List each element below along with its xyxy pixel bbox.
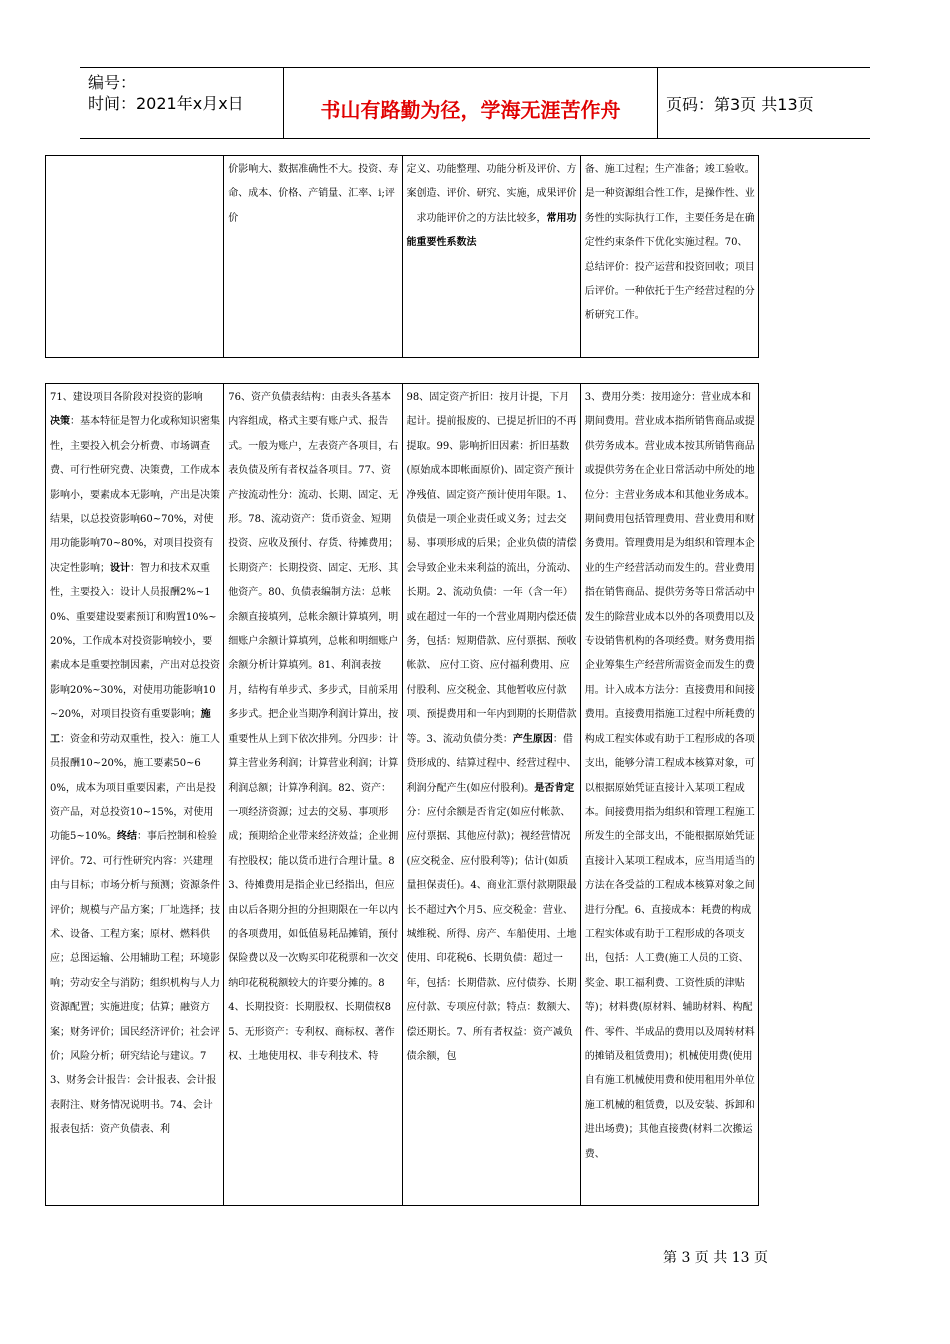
main-cell-1-h: 终结 [116, 831, 137, 843]
page-footer: 第 3 页 共 13 页 [663, 1250, 768, 1266]
main-cell-1-b: 决策 [50, 416, 70, 428]
top-cell-3 [402, 156, 580, 358]
main-cell-3-g: 个月5、应交税金：营业、城维税、所得、房产、车船使用、土地使用、印花税6、长期负债：超过一年，包括：长期借款、应付债券、长期应付款、专项应付款；特点：数额大、偿还期长。7、所有者权益：资产减负债余额，包 [406, 904, 577, 1062]
main-cell-1-i: ：事后控制和检验评价。72、可行性研究内容：兴建理由与目标；市场分析与预测；资源条件评价；规模与产品方案；厂址选择；技术、设备、工程方案；原材、燃料供应；总图运输、公用辅助工程；环境影响；劳动安全与消防；组织机构与人力资源配置；实施进度；估算；融资方案；财务评价；国民经济评价；社会评价；风险分析；研究结论与建议。73、财务会计报告：会计报表、会计报表附注、财务情况说明书。74、会计报表包括：资产负债表、利 [50, 831, 220, 1136]
page-header [80, 67, 870, 139]
main-cell-3-a: 98、固定资产折旧：按月计提，下月起计。提前报废的、已提足折旧的不再提取。99、影响折旧因素：折旧基数(原始成本即帐面原价)、固定资产预计净残值、固定资产预计使用年限。1、负债是一项企业责任或义务；过去交易、事项形成的后果；企业负债的清偿会导致企业未来利益的流出，分流动、长期。2、流动负债：一年（含一年）或在超过一年的一个营业周期内偿还债务，包括：短期借款、应付票据、预收帐款、 应付工资、应付福利费用、应付股利、应交税金、其他暂收应付款项、预提费用和一年内到期的长期借款等。3、流动负债分类： [406, 392, 577, 745]
top-cell-3-method: 求功能评价之的方法比较多， [406, 212, 547, 224]
top-cell-4: 备、施工过程；生产准备；竣工验收。是一种资源组合性工作，是操作性、业务性的实际执行工作，主要任务是在确定性约束条件下优化实施过程。70、总结评价：投产运营和投资回收；项目后评价。一种依托于生产经营过程的分析研究工作。 [580, 156, 758, 358]
notes-table-main [45, 383, 759, 1206]
main-cell-4: 3、费用分类：按用途分：营业成本和期间费用。营业成本指所销售商品或提供劳务成本。营业成本按其所销售商品或提供劳务在企业日常活动中所处的地位分：主营业务成本和其他业务成本。期间费用包括管理费用、营业费用和财务费用。管理费用是为组织和管理本企业的生产经营活动而发生的。营业费用指在销售商品、提供劳务等日常活动中发生的除营业成本以外的各项费用以及专设销售机构的各项经费。财务费用指企业筹集生产经营所需资金而发生的费用。计入成本方法分：直接费用和间接费用。直接费用指施工过程中所耗费的构成工程实体或有助于工程形成的各项支出，能够分清工程成本核算对象，可以根据原始凭证直接计入某项工程成本。间接费用指为组织和管理工程施工所发生的全部支出，不能根据原始凭证直接计入某项工程成本，应当用适当的方法在各受益的工程成本核算对象之间进行分配。6、直接成本：耗费的构成工程实体或有助于工程形成的各项支出，包括：人工费(施工人员的工资、奖金、职工福利费、工资性质的津贴等)；材料费(原材料、辅助材料、构配件、零件、半成品的费用以及周转材料的摊销及租赁费用)；机械使用费(使用自有施工机械使用费和使用租用外单位施工机械的租赁费，以及安装、拆卸和进出场费)；其他直接费(材料二次搬运费、 [580, 384, 758, 1206]
main-cell-1-g: ：资金和劳动双重性，投入：施工人员报酬10~20%，施工要素50~60%，成本为项目重要因素，产出是投资产品，对总投资10~15%，对使用功能5~10%。 [50, 733, 220, 843]
header-page-code: 页码：第3页 共13页 [666, 94, 814, 114]
main-cell-3-e: 分：应付余额是否肯定(如应付帐款、应付票据、其他应付款)；视经营情况(应交税金、应付股利等)；估计(如质量担保责任)。4、商业汇票付款期限最长不超过 [406, 806, 577, 916]
main-cell-1-a: 71、建设项目各阶段对投资的影响 [50, 392, 203, 403]
top-cell-3-text: 定义、功能整理、功能分析及评价、方案创造、评价、研究、实施，成果评价 [406, 164, 577, 200]
main-cell-1-c: ：基本特征是智力化或称知识密集性，主要投入机会分析费、市场调查费、可行性研究费、决策费，工作成本影响小，要素成本无影响，产出是决策结果，以总投资影响60~70%，对使用功能影响70~80%，对项目投资有决定性影响； [50, 416, 220, 574]
header-motto-cell [284, 68, 658, 138]
main-cell-3-f: 六 [446, 904, 457, 916]
notes-table-top [45, 155, 759, 358]
main-cell-2: 76、资产负债表结构：由表头各基本内容组成，格式主要有账户式、报告式。一般为账户，左表资产各项目，右表负债及所有者权益各项目。77、资产按流动性分：流动、长期、固定、无形。78、流动资产：货币资金、短期投资、应收及预付、存货、待摊费用；长期资产：长期投资、固定、无形、其他资产。80、负债表编制方法：总帐余额直接填列，总帐余额计算填列，明细账户余额计算填列，总帐和明细账户余额分析计算填列。81、利润表按月，结构有单步式、多步式，目前采用多步式。把企业当期净利润计算出，按重要性从上到下依次排列。分四步：计算主营业务利润；计算营业利润；计算利润总额；计算净利润。82、资产：一项经济资源；过去的交易、事项形成；预期给企业带来经济效益；企业拥有控股权；能以货币进行合理计量。83、待摊费用是指企业已经指出，但应由以后各期分担的分担期限在一年以内的各项费用，如低值易耗品摊销，预付保险费以及一次购买印花税票和一次交纳印花税税额较大的许要分摊的。84、长期投资：长期股权、长期债权85、无形资产：专利权、商标权、著作权、土地使用权、非专利技术、特 [224, 384, 402, 1206]
main-cell-3 [402, 384, 580, 1206]
top-cell-3-bold: 常用功能重要性系数法 [406, 212, 577, 249]
header-meta [80, 68, 284, 138]
main-cell-1-d: 设计 [110, 562, 130, 574]
doc-number-label: 编号： [88, 73, 137, 92]
main-cell-1 [46, 384, 224, 1206]
main-cell-3-d: 是否肯定 [534, 782, 575, 794]
top-cell-1 [46, 156, 224, 358]
doc-time-label: 时间：2021年x月x日 [88, 94, 244, 113]
main-cell-1-f: 施工 [50, 709, 211, 745]
main-cell-3-c: ：借贷形成的、结算过程中、经营过程中、利润分配产生(如应付股利)。 [406, 733, 577, 794]
header-motto: 书山有路勤为径，学海无涯苦作舟 [320, 97, 621, 122]
main-cell-1-e: ：智力和技术双重性，主要投入：设计人员报酬2%~10%、重要建设要素预订和购置10%~20%，工作成本对投资影响较小，要素成本是重要控制因素，产出对总投资影响20%~30%，对使用功能影响10~20%，对项目投资有重要影响； [50, 562, 220, 721]
top-cell-2: 价影响大、数据准确性不大。投资、寿命、成本、价格、产销量、汇率、i;评价 [224, 156, 402, 358]
main-cell-3-b: 产生原因 [512, 733, 553, 745]
